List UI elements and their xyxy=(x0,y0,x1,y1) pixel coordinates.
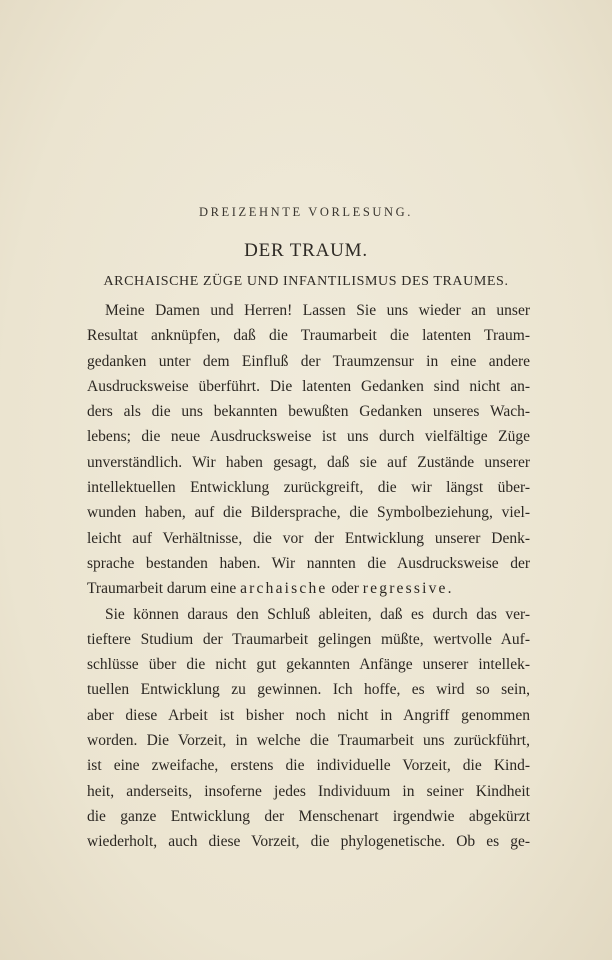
body-text xyxy=(87,298,530,855)
paragraph-line: gedanken unter dem Einfluß der Traumzensur in eine andere xyxy=(87,352,530,370)
chapter-title: DER TRAUM. xyxy=(244,240,368,261)
paragraph-line: die ganze Entwicklung der Menschenart irgendwie abgekürzt xyxy=(87,807,530,825)
paragraph-line: leicht auf Verhältnisse, die vor der Entwicklung unserer Denk- xyxy=(87,529,530,547)
paragraph-line: unverständlich. Wir haben gesagt, daß sie auf Zustände unserer xyxy=(87,453,530,471)
spaced-emphasis: archaische xyxy=(240,580,328,598)
paragraph-line: Sie können daraus den Schluß ableiten, daß es durch das ver- xyxy=(105,605,530,623)
paragraph-line: aber diese Arbeit ist bisher noch nicht in Angriff genommen xyxy=(87,706,530,724)
paragraph-line: Meine Damen und Herren! Lassen Sie uns wieder an unser xyxy=(105,302,530,319)
paragraph-last-line xyxy=(87,576,530,601)
paragraph-line: worden. Die Vorzeit, in welche die Traumarbeit uns zurückführt, xyxy=(87,732,530,750)
text-run: oder xyxy=(327,580,363,598)
lecture-heading: DREIZEHNTE VORLESUNG. xyxy=(198,205,414,219)
paragraph-line: sprache bestanden haben. Wir nannten die Ausdrucksweise der xyxy=(87,554,530,572)
spaced-emphasis: regressive xyxy=(362,580,448,598)
paragraph-line: intellektuellen Entwicklung zurückgreift, die wir längst über- xyxy=(87,479,530,497)
chapter-subtitle: ARCHAISCHE ZÜGE UND INFANTILISMUS DES TRAUMES. xyxy=(103,274,509,289)
paragraph-line: wiederholt, auch diese Vorzeit, die phylogenetische. Ob es ge- xyxy=(87,833,530,851)
paragraph-line: wunden haben, auf die Bildersprache, die Symbolbeziehung, viel- xyxy=(87,504,530,522)
paragraph-line: ist eine zweifache, erstens die individuelle Vorzeit, die Kind- xyxy=(87,757,530,775)
text-run: Traumarbeit darum eine xyxy=(87,580,241,598)
paragraph-line: ders als die uns bekannten bewußten Gedanken unseres Wach- xyxy=(87,403,530,421)
paragraph-line: Resultat anknüpfen, daß die Traumarbeit die latenten Traum- xyxy=(87,327,530,345)
paragraph-line: heit, anderseits, insoferne jedes Individuum in seiner Kindheit xyxy=(87,782,530,800)
paragraph-line: Ausdrucksweise überführt. Die latenten Gedanken sind nicht an- xyxy=(87,377,530,395)
paragraph-line: schlüsse über die nicht gut gekannten Anfänge unserer intellek- xyxy=(87,656,530,674)
paragraph-line: tuellen Entwicklung zu gewinnen. Ich hoffe, es wird so sein, xyxy=(87,681,530,699)
paragraph-line: lebens; die neue Ausdrucksweise ist uns durch vielfältige Züge xyxy=(87,428,530,446)
text-run: . xyxy=(447,580,452,598)
paragraph-line: tieftere Studium der Traumarbeit gelingen müßte, wertvolle Auf- xyxy=(87,630,530,648)
